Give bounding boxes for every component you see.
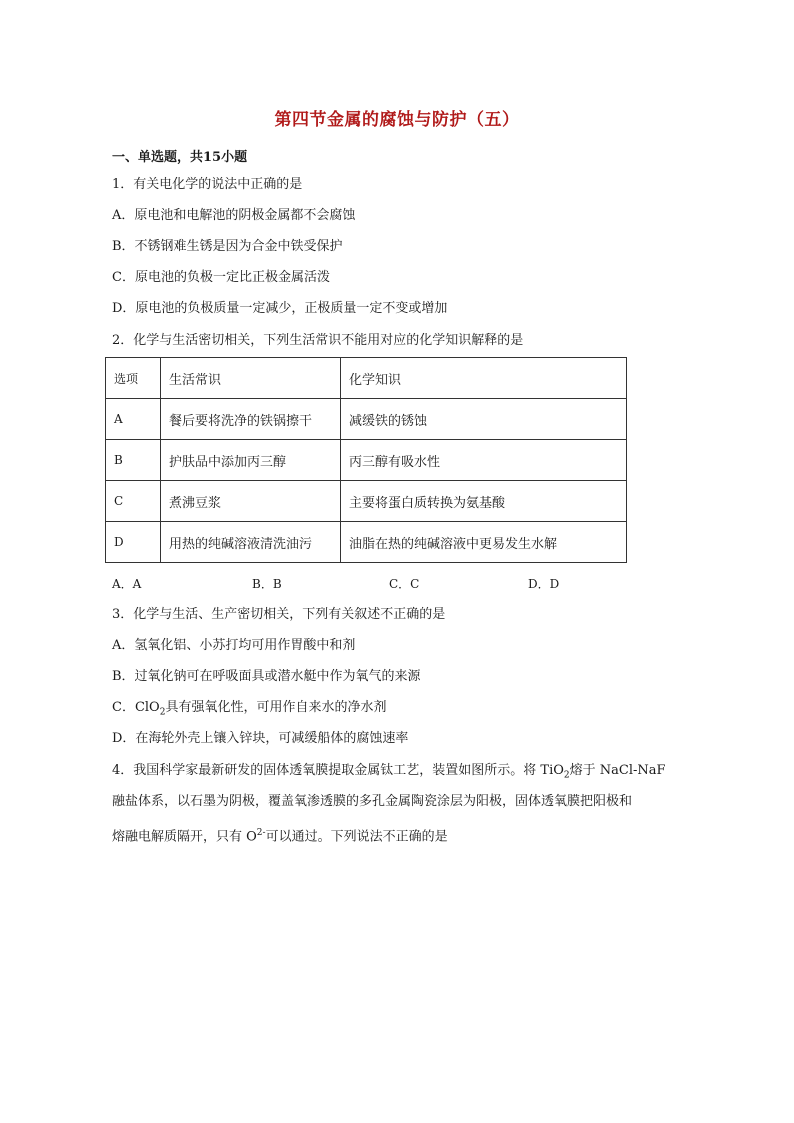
superscript: 2-: [256, 828, 266, 838]
q4-text: 4．我国科学家最新研发的固体透氧膜提取金属钛工艺，装置如图所示。将 TiO: [112, 763, 564, 778]
table-cell: C: [106, 481, 161, 522]
q4-stem-line-3: [112, 824, 448, 846]
q4-text: 熔于 NaCl-NaF: [569, 763, 666, 778]
subscript: 2: [159, 707, 166, 718]
table-row: [106, 522, 627, 563]
q4-stem-line-1: [112, 762, 666, 785]
q2-stem: 2．化学与生活密切相关，下列生活常识不能用对应的化学知识解释的是: [112, 333, 524, 348]
q2-option-d: D．D: [528, 577, 560, 591]
table-row: [106, 481, 627, 522]
table-cell: B: [106, 440, 161, 481]
table-cell: A: [106, 399, 161, 440]
table-header-row: [106, 358, 627, 399]
table-cell: 用热的纯碱溶液清洗油污: [161, 522, 341, 563]
table-row: [106, 440, 627, 481]
table-cell: 煮沸豆浆: [161, 481, 341, 522]
q1-option-b: B．不锈钢难生锈是因为合金中铁受保护: [112, 239, 343, 254]
table-row: [106, 399, 627, 440]
table-header-cell: 生活常识: [161, 358, 341, 399]
q3-option-d: D．在海轮外壳上镶入锌块，可减缓船体的腐蚀速率: [112, 731, 409, 746]
table-cell: D: [106, 522, 161, 563]
q3-option-b: B．过氧化钠可在呼吸面具或潜水艇中作为氧气的来源: [112, 669, 421, 684]
q4-text: 可以通过。下列说法不正确的是: [265, 829, 448, 845]
table-cell: 丙三醇有吸水性: [341, 440, 627, 481]
table-cell: 主要将蛋白质转换为氨基酸: [341, 481, 627, 522]
page-title: 第四节金属的腐蚀与防护（五）: [274, 110, 520, 130]
q1-option-c: C．原电池的负极一定比正极金属活泼: [112, 270, 330, 285]
section-heading: 一、单选题，共15小题: [112, 150, 248, 165]
q3-option-a: A．氢氧化铝、小苏打均可用作胃酸中和剂: [112, 638, 356, 653]
q4-stem-line-2: 融盐体系，以石墨为阴极，覆盖氧渗透膜的多孔金属陶瓷涂层为阳极，固体透氧膜把阳极和: [112, 794, 633, 809]
q3-option-c: [112, 699, 386, 722]
subscript: 2: [563, 770, 570, 781]
table-cell: 油脂在热的纯碱溶液中更易发生水解: [341, 522, 627, 563]
table-cell: 护肤品中添加丙三醇: [161, 440, 341, 481]
q2-table: [105, 357, 627, 563]
q3-option-c-text: C．ClO: [112, 700, 160, 715]
q2-option-b: B．B: [252, 577, 282, 591]
q4-text: 熔融电解质隔开，只有 O: [112, 829, 257, 845]
q3-option-c-text: 具有强氧化性，可用作自来水的净水剂: [165, 700, 387, 715]
q1-stem: 1．有关电化学的说法中正确的是: [112, 177, 303, 192]
table-cell: 餐后要将洗净的铁锅擦干: [161, 399, 341, 440]
q2-option-c: C．C: [389, 577, 420, 591]
table-header-cell: 化学知识: [341, 358, 627, 399]
q2-options: [112, 575, 632, 593]
q2-option-a: A．A: [112, 577, 142, 591]
q3-stem: 3．化学与生活、生产密切相关，下列有关叙述不正确的是: [112, 607, 446, 622]
q1-option-a: A．原电池和电解池的阴极金属都不会腐蚀: [112, 208, 356, 223]
q1-option-d: D．原电池的负极质量一定减少，正极质量一定不变或增加: [112, 301, 448, 316]
table-header-cell: 选项: [106, 358, 161, 399]
table-cell: 减缓铁的锈蚀: [341, 399, 627, 440]
